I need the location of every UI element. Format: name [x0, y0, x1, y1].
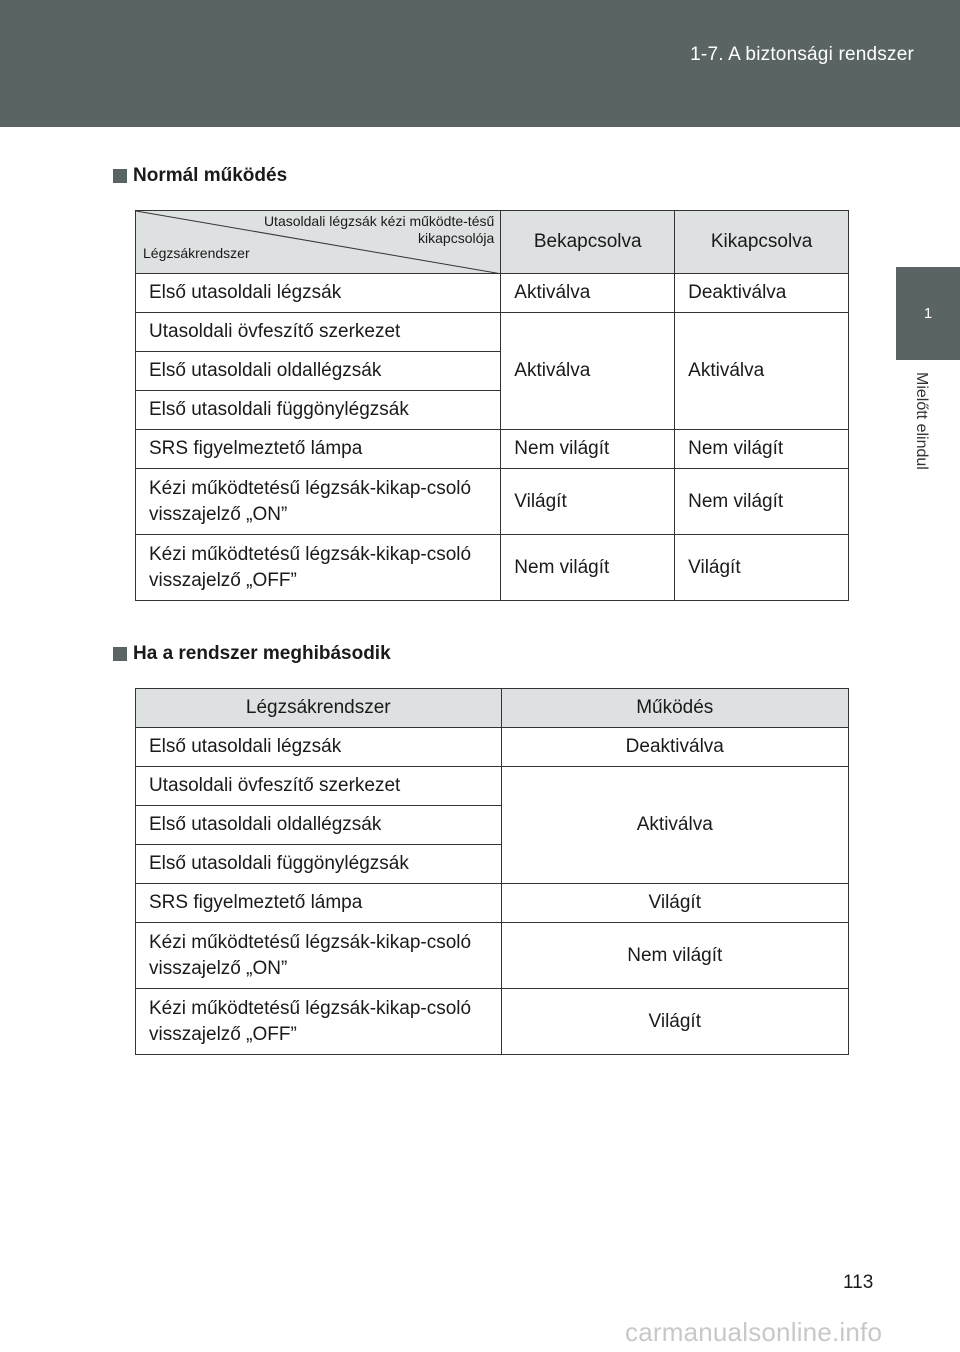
table-row	[136, 989, 849, 1055]
cell-operation: Deaktiválva	[501, 728, 848, 767]
cell-on: Nem világít	[501, 430, 675, 469]
chapter-number: 1	[923, 305, 933, 322]
cell-off: Deaktiválva	[675, 274, 849, 313]
col-system: Légzsákrendszer	[136, 689, 502, 728]
cell-on: Világít	[501, 469, 675, 535]
square-bullet-icon	[113, 169, 127, 183]
watermark-text: carmanualsonline.info	[625, 1317, 883, 1347]
row-label: Kézi működtetésű légzsák-kikap-csoló visszajelző „ON”	[136, 469, 501, 535]
row-label: Utasoldali övfeszítő szerkezet	[136, 313, 501, 352]
table-row	[136, 923, 849, 989]
cell-operation: Világít	[501, 989, 848, 1055]
cell-on: Nem világít	[501, 535, 675, 601]
table-row	[136, 313, 849, 352]
cell-off: Nem világít	[675, 469, 849, 535]
table-row	[136, 884, 849, 923]
table-row	[136, 728, 849, 767]
row-label: Első utasoldali függönylégzsák	[136, 845, 502, 884]
square-bullet-icon	[113, 647, 127, 661]
section-heading-text: Ha a rendszer meghibásodik	[133, 643, 391, 664]
cell-off: Világít	[675, 535, 849, 601]
merged-cell-off: Aktiválva	[675, 313, 849, 430]
diag-header-switch: Utasoldali légzsák kézi működte-tésű kikapcsolója	[263, 213, 495, 246]
chapter-tab	[896, 267, 960, 360]
row-label: SRS figyelmeztető lámpa	[136, 430, 501, 469]
merged-cell-on: Aktiválva	[501, 313, 675, 430]
table-row	[136, 430, 849, 469]
row-label: Első utasoldali oldallégzsák	[136, 352, 501, 391]
col-operation: Működés	[501, 689, 848, 728]
table-row	[136, 535, 849, 601]
table-row	[136, 469, 849, 535]
section-heading-text: Normál működés	[133, 165, 288, 186]
table-row	[136, 274, 849, 313]
col-off: Kikapcsolva	[675, 211, 849, 274]
normal-operation-table	[135, 210, 849, 601]
table-header-row	[136, 689, 849, 728]
row-label: Kézi működtetésű légzsák-kikap-csoló visszajelző „OFF”	[136, 989, 502, 1055]
cell-on: Aktiválva	[501, 274, 675, 313]
diag-header-system: Légzsákrendszer	[143, 245, 250, 261]
row-label: Kézi működtetésű légzsák-kikap-csoló visszajelző „OFF”	[136, 535, 501, 601]
row-label: Első utasoldali oldallégzsák	[136, 806, 502, 845]
section-heading-normal	[113, 165, 287, 187]
merged-cell-operation: Aktiválva	[501, 767, 848, 884]
row-label: Kézi működtetésű légzsák-kikap-csoló visszajelző „ON”	[136, 923, 502, 989]
row-label: Első utasoldali légzsák	[136, 274, 501, 313]
table-header-row	[136, 211, 849, 274]
row-label: Első utasoldali légzsák	[136, 728, 502, 767]
row-label: SRS figyelmeztető lámpa	[136, 884, 502, 923]
diagonal-header-cell	[136, 211, 501, 274]
chapter-title: 1-7. A biztonsági rendszer	[690, 44, 914, 65]
col-on: Bekapcsolva	[501, 211, 675, 274]
cell-off: Nem világít	[675, 430, 849, 469]
section-heading-failure	[113, 643, 391, 665]
table-row	[136, 767, 849, 806]
cell-operation: Világít	[501, 884, 848, 923]
chapter-side-label: Mielőtt elindul	[913, 372, 930, 470]
failure-table	[135, 688, 849, 1055]
row-label: Első utasoldali függönylégzsák	[136, 391, 501, 430]
row-label: Utasoldali övfeszítő szerkezet	[136, 767, 502, 806]
header-band	[0, 0, 960, 127]
cell-operation: Nem világít	[501, 923, 848, 989]
page-number: 113	[843, 1272, 874, 1293]
